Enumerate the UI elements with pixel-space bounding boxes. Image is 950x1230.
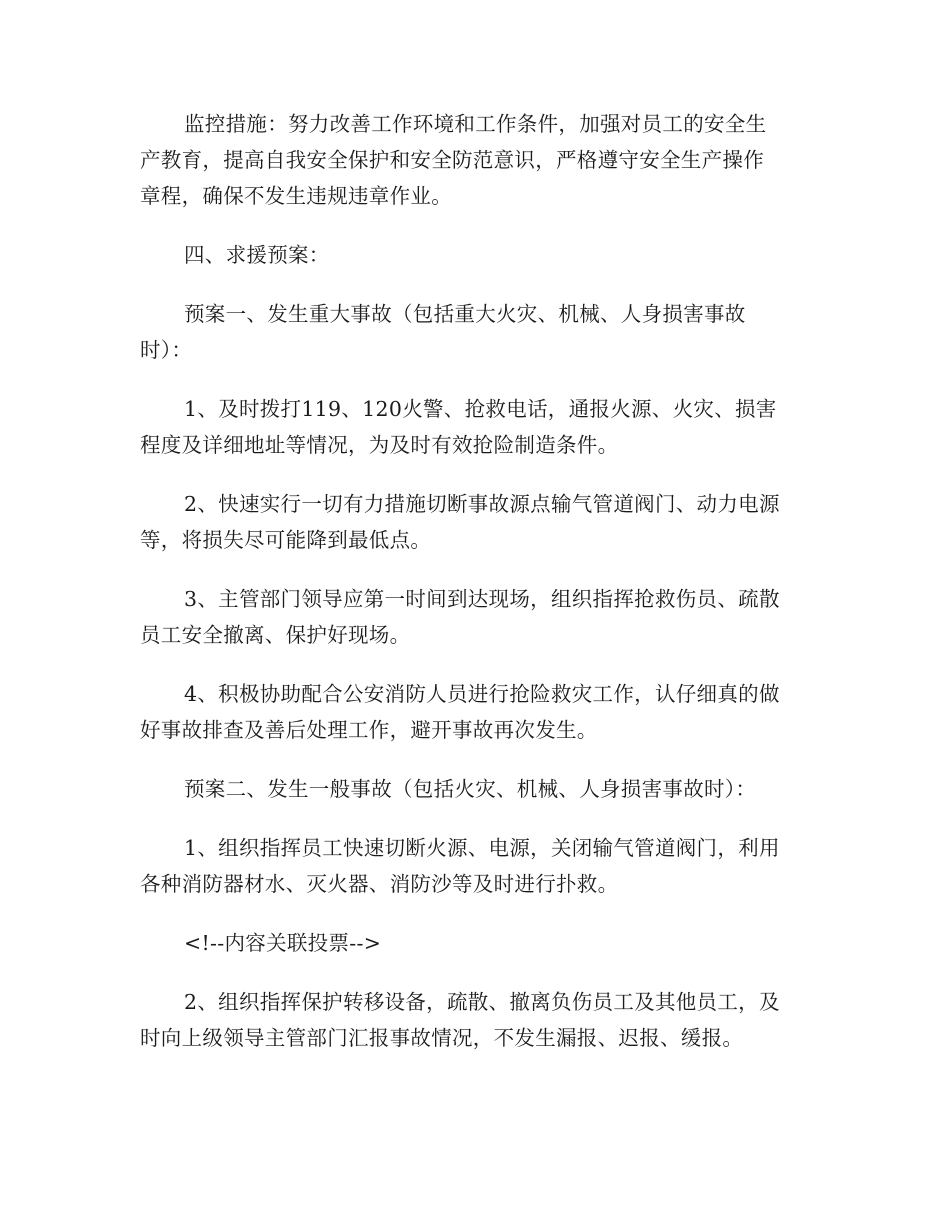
paragraph-line: 产教育，提高自我安全保护和安全防范意识，严格遵守安全生产操作	[140, 148, 764, 172]
document-body	[140, 106, 806, 1079]
paragraph-line: 时向上级领导主管部门汇报事故情况，不发生漏报、迟报、缓报。	[140, 1026, 744, 1050]
section-heading-rescue-plan	[140, 237, 806, 273]
paragraph-plan-two-item-2	[140, 984, 806, 1056]
paragraph-line: 员工安全撤离、保护好现场。	[140, 623, 411, 647]
paragraph-comment-marker	[140, 925, 806, 961]
paragraph-line: 好事故排查及善后处理工作，避开事故再次发生。	[140, 718, 598, 742]
paragraph-line: 时）：	[140, 338, 193, 362]
paragraph-plan-two-item-1	[140, 830, 806, 902]
paragraph-line: 1、组织指挥员工快速切断火源、电源，关闭输气管道阀门，利用	[184, 836, 780, 860]
paragraph-line: 3、主管部门领导应第一时间到达现场，组织指挥抢救伤员、疏散	[184, 587, 780, 611]
paragraph-line: 预案二、发生一般事故（包括火灾、机械、人身损害事故时）：	[184, 777, 757, 801]
paragraph-plan-one-item-1	[140, 391, 806, 463]
paragraph-line: 程度及详细地址等情况，为及时有效抢险制造条件。	[140, 433, 619, 457]
paragraph-line: 2、组织指挥保护转移设备，疏散、撤离负伤员工及其他员工，及	[184, 990, 780, 1014]
paragraph-plan-one	[140, 296, 806, 368]
paragraph-plan-two	[140, 771, 806, 807]
paragraph-line: 各种消防器材水、灭火器、消防沙等及时进行扑救。	[140, 872, 619, 896]
paragraph-line: 四、求援预案：	[184, 243, 330, 267]
paragraph-line: 2、快速实行一切有力措施切断事故源点输气管道阀门、动力电源	[184, 492, 780, 516]
paragraph-monitoring-measures	[140, 106, 806, 214]
paragraph-line: 4、积极协助配合公安消防人员进行抢险救灾工作，认仔细真的做	[184, 682, 780, 706]
paragraph-line: 监控措施：努力改善工作环境和工作条件，加强对员工的安全生	[184, 112, 767, 136]
paragraph-plan-one-item-2	[140, 486, 806, 558]
paragraph-line: 预案一、发生重大事故（包括重大火灾、机械、人身损害事故	[184, 302, 746, 326]
paragraph-line: 章程，确保不发生违规违章作业。	[140, 184, 452, 208]
paragraph-line: <!--内容关联投票-->	[184, 931, 382, 955]
paragraph-plan-one-item-4	[140, 676, 806, 748]
paragraph-line: 等，将损失尽可能降到最低点。	[140, 528, 432, 552]
paragraph-plan-one-item-3	[140, 581, 806, 653]
paragraph-line: 1、及时拨打119、120火警、抢救电话，通报火源、火灾、损害	[184, 397, 777, 421]
